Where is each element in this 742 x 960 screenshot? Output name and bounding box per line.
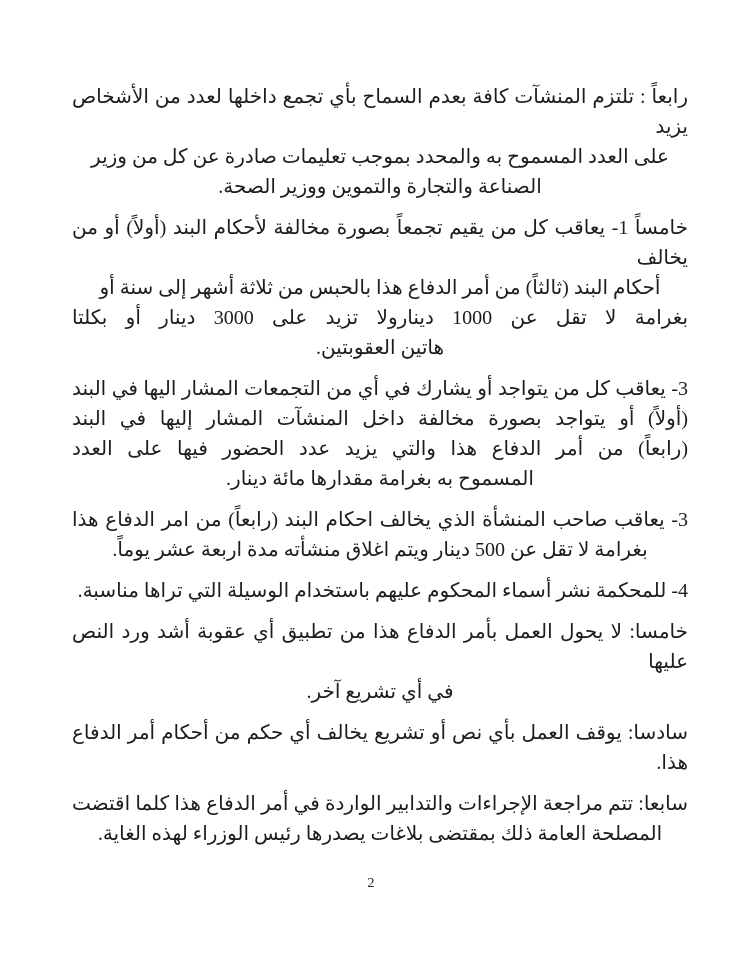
document-text-block — [72, 82, 688, 860]
page-number: 2 — [367, 876, 375, 891]
clause-sixth — [72, 718, 688, 778]
clause-fifth-b — [72, 617, 688, 707]
paragraph-line: المصلحة العامة ذلك بمقتضى بلاغات يصدرها رئيس الوزراء لهذه الغاية. — [97, 823, 663, 845]
paragraph-line: المسموح به بغرامة مقدارها مائة دينار. — [226, 468, 534, 490]
paragraph-line: على العدد المسموح به والمحدد بموجب تعليمات صادرة عن كل من وزير — [91, 146, 669, 168]
clause-fifth-item-1 — [72, 213, 688, 363]
paragraph-line: الصناعة والتجارة والتموين ووزير الصحة. — [218, 176, 542, 198]
paragraph-line: بغرامة لا تقل عن 500 دينار ويتم اغلاق منشأته مدة اربعة عشر يوماً. — [112, 539, 648, 561]
clause-fourth — [72, 82, 688, 202]
clause-seventh — [72, 789, 688, 849]
paragraph-line: بغرامة لا تقل عن 1000 دينارولا تزيد على 3000 دينار أو بكلتا — [72, 307, 689, 329]
paragraph-line: 3- يعاقب كل من يتواجد أو يشارك في أي من التجمعات المشار اليها في البند — [72, 378, 688, 400]
paragraph-line: رابعاً : تلتزم المنشآت كافة بعدم السماح بأي تجمع داخلها لعدد من الأشخاص يزيد — [72, 86, 688, 138]
paragraph-line: سادسا: يوقف العمل بأي نص أو تشريع يخالف أي حكم من أحكام أمر الدفاع هذا. — [72, 722, 688, 774]
paragraph-line: أحكام البند (ثالثاً) من أمر الدفاع هذا بالحبس من ثلاثة أشهر إلى سنة أو — [99, 277, 661, 299]
paragraph-line: خامساً 1- يعاقب كل من يقيم تجمعاً بصورة مخالفة لأحكام البند (أولاً) أو من يخالف — [72, 217, 689, 269]
clause-fifth-item-3a — [72, 374, 688, 494]
paragraph-line: (رابعاً) من أمر الدفاع هذا والتي يزيد عدد الحضور فيها على العدد — [72, 438, 688, 460]
paragraph-line: خامسا: لا يحول العمل بأمر الدفاع هذا من تطبيق أي عقوبة أشد ورد النص عليها — [72, 621, 688, 673]
paragraph-line: (أولاً) أو يتواجد بصورة مخالفة داخل المنشآت المشار إليها في البند — [72, 408, 688, 430]
clause-fifth-item-3b — [72, 505, 688, 565]
paragraph-line: هاتين العقوبتين. — [315, 337, 445, 359]
paragraph-line: سابعا: تتم مراجعة الإجراءات والتدابير الواردة في أمر الدفاع هذا كلما اقتضت — [72, 793, 688, 815]
clause-fifth-item-4 — [72, 576, 688, 606]
paragraph-line: 3- يعاقب صاحب المنشأة الذي يخالف احكام البند (رابعاً) من امر الدفاع هذا — [72, 509, 688, 531]
paragraph-line: في أي تشريع آخر. — [306, 681, 454, 703]
paragraph-line: 4- للمحكمة نشر أسماء المحكوم عليهم باستخدام الوسيلة التي تراها مناسبة. — [77, 580, 688, 602]
